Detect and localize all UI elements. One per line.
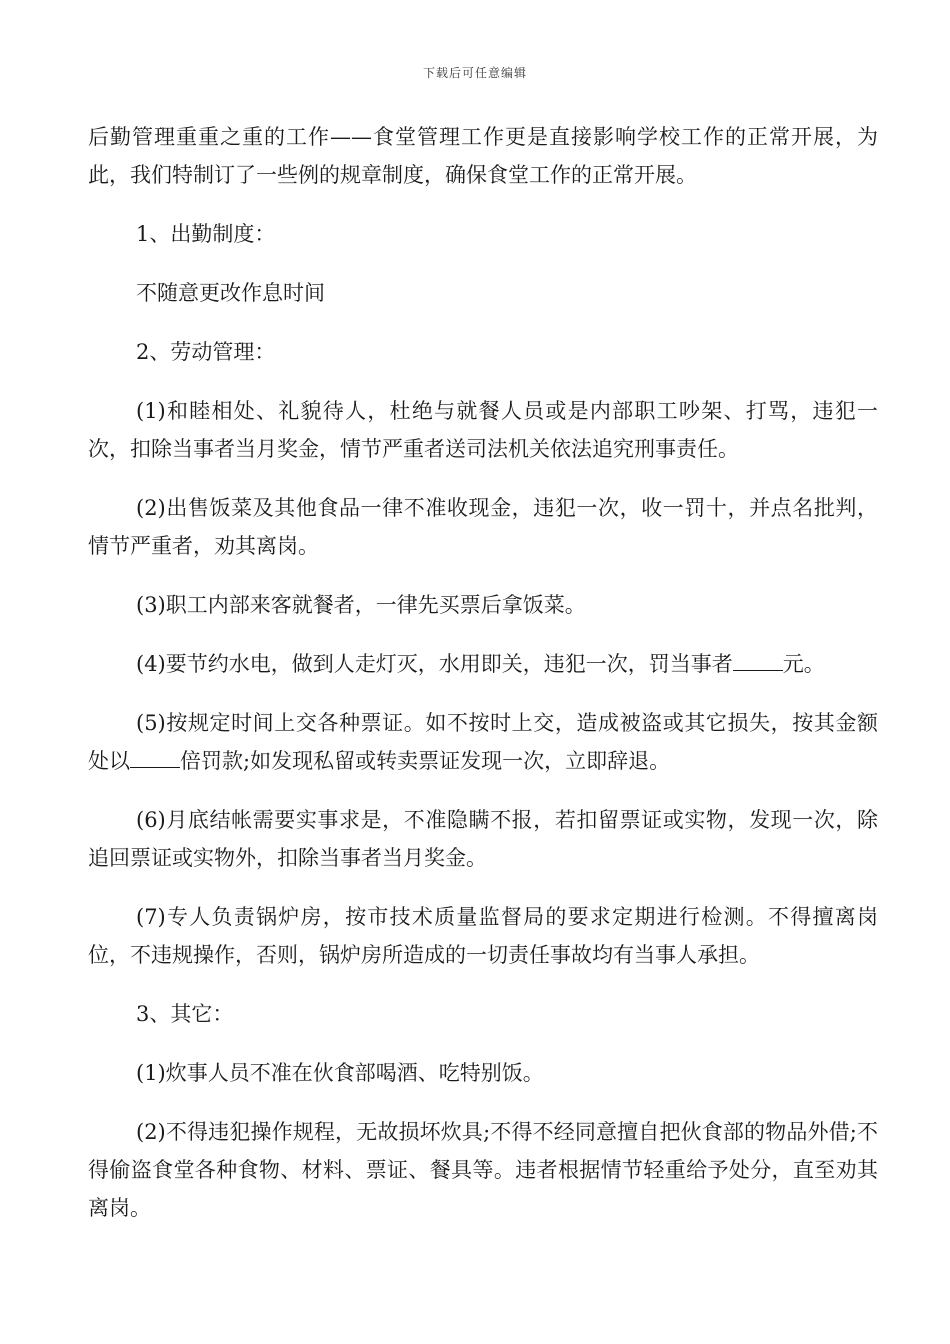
intro-paragraph: 后勤管理重重之重的工作——食堂管理工作更是直接影响学校工作的正常开展，为此，我们特制订了一些例的规章制度，确保食堂工作的正常开展。 <box>88 125 878 187</box>
document-body <box>88 118 878 1248</box>
section-heading-attendance: 1、出勤制度： <box>136 222 276 246</box>
labor-rule-4-text-after: 元。 <box>782 652 825 676</box>
section-heading-labor: 2、劳动管理： <box>136 340 276 364</box>
labor-rule-7: (7)专人负责锅炉房，按市技术质量监督局的要求定期进行检测。不得擅离岗位，不违规操作，否则，锅炉房所造成的一切责任事故均有当事人承担。 <box>88 905 878 967</box>
labor-rule-4 <box>88 645 878 683</box>
fill-blank <box>130 746 180 768</box>
labor-rule-5-text-after: 倍罚款;如发现私留或转卖票证发现一次，立即辞退。 <box>180 749 671 773</box>
other-rule-2: (2)不得违犯操作规程，无故损坏炊具;不得不经同意擅自把伙食部的物品外借;不得偷盗食堂各种食物、材料、票证、餐具等。违者根据情节轻重给予处分，直至劝其离岗。 <box>88 1120 878 1220</box>
other-rule-1: (1)炊事人员不准在伙食部喝酒、吃特别饭。 <box>136 1061 544 1085</box>
labor-rule-5 <box>88 704 878 780</box>
labor-rule-2: (2)出售饭菜及其他食品一律不准收现金，违犯一次，收一罚十，并点名批判，情节严重者，劝其离岗。 <box>88 496 878 558</box>
labor-rule-1: (1)和睦相处、礼貌待人，杜绝与就餐人员或是内部职工吵架、打骂，违犯一次，扣除当事者当月奖金，情节严重者送司法机关依法追究刑事责任。 <box>88 399 878 461</box>
fill-blank <box>733 649 783 671</box>
section-heading-other: 3、其它： <box>136 1002 234 1026</box>
labor-rule-6: (6)月底结帐需要实事求是，不准隐瞒不报，若扣留票证或实物，发现一次，除追回票证或实物外，扣除当事者当月奖金。 <box>88 808 878 870</box>
labor-rule-4-text-before: (4)要节约水电，做到人走灯灭，水用即关，违犯一次，罚当事者 <box>136 652 733 676</box>
attendance-rule: 不随意更改作息时间 <box>136 281 325 305</box>
page-header: 下载后可任意编辑 <box>422 66 527 80</box>
labor-rule-3: (3)职工内部来客就餐者，一律先买票后拿饭菜。 <box>136 593 586 617</box>
labor-rule-5-text-before: (5)按规定时间上交各种票证。如不按时上交，造成被盗或其它损失，按其金额处以 <box>88 711 878 773</box>
